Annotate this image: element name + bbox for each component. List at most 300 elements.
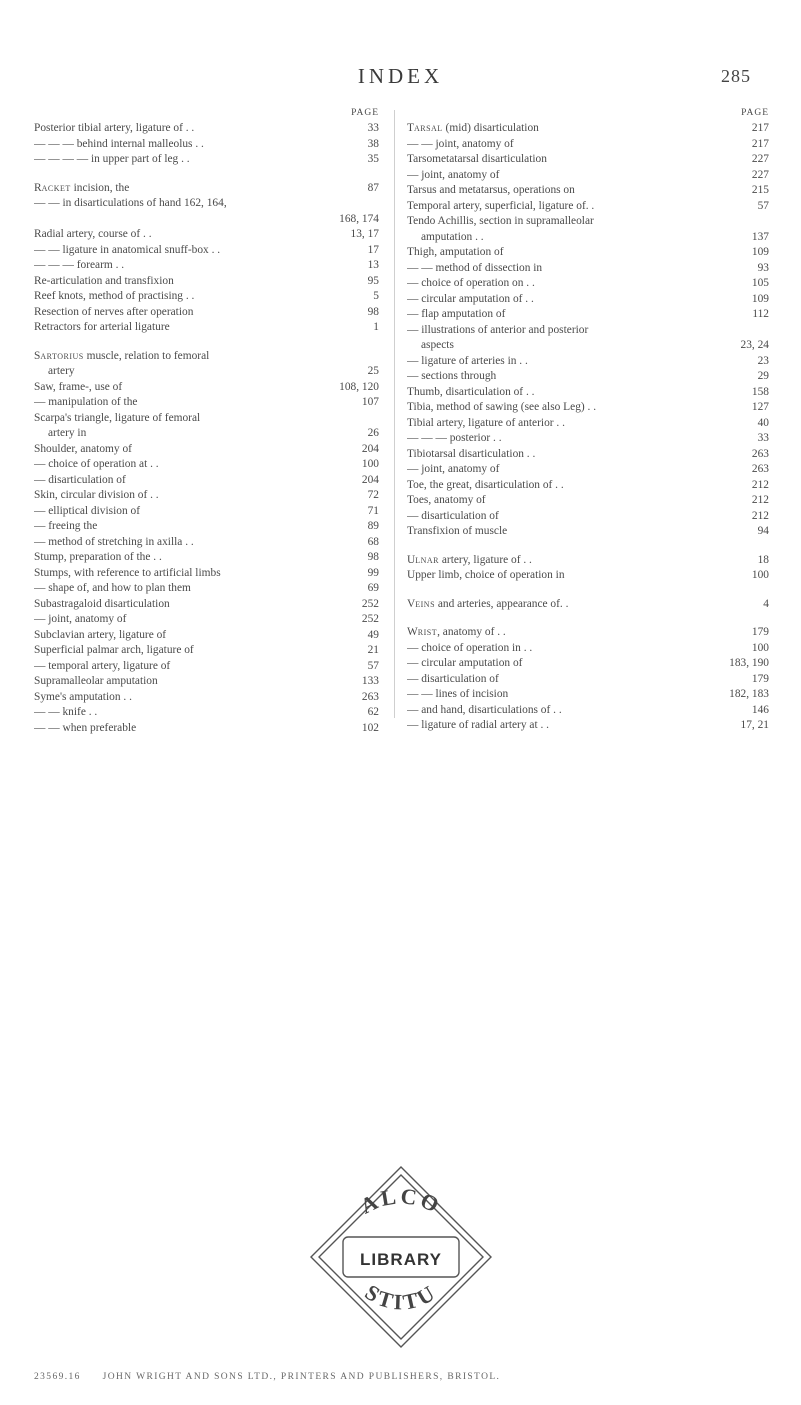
- entry-body: artery in: [48, 427, 87, 439]
- entry-page: 35: [367, 153, 379, 165]
- entry-body: Resection of nerves after operation: [34, 305, 194, 318]
- entry-body: Subclavian artery, ligature of: [34, 628, 167, 641]
- entry-text: [34, 473, 343, 489]
- entry-text: [34, 597, 343, 613]
- entry-page: 21: [367, 644, 379, 656]
- entry-page: 40: [757, 416, 769, 429]
- index-entry: [34, 488, 379, 504]
- entry-text: [407, 553, 733, 569]
- index-entry: [34, 442, 379, 458]
- entry-body: — and hand, disarticulations of . .: [407, 703, 562, 716]
- entry-text: [34, 137, 343, 153]
- entry-text: [407, 369, 733, 385]
- entry-lead-letter: U: [407, 553, 416, 566]
- entry-page: 204: [361, 442, 379, 455]
- entry-body: Posterior tibial artery, ligature of . .: [34, 122, 195, 134]
- entry-body: Tarsometatarsal disarticulation: [407, 153, 547, 165]
- entry-text: [407, 524, 733, 540]
- entry-body: — — lines of incision: [407, 688, 509, 700]
- index-entry: [407, 493, 769, 509]
- entry-page: 263: [751, 463, 769, 475]
- entry-page: 105: [751, 277, 769, 289]
- entry-text: [34, 274, 343, 290]
- entry-page: 5: [373, 290, 379, 302]
- entry-page: 71: [367, 504, 379, 517]
- stamp-bottom-text: STITU: [360, 1279, 442, 1315]
- entry-body: — — — behind internal malleolus . .: [34, 137, 204, 150]
- printer-imprint: JOHN WRIGHT AND SONS LTD., PRINTERS AND PUBLISHERS, BRISTOL.: [102, 1372, 501, 1382]
- index-column-left: [34, 106, 379, 736]
- entry-body: Saw, frame-, use of: [34, 380, 123, 393]
- entry-body: and arteries, appearance of. .: [435, 597, 569, 610]
- entry-body: — disarticulation of: [407, 672, 499, 685]
- entry-page: 127: [751, 401, 769, 413]
- entry-page: 57: [757, 199, 769, 212]
- entry-body: (mid) disarticulation: [442, 122, 539, 134]
- entry-lead-letter: W: [407, 626, 418, 638]
- entry-body: Temporal artery, superficial, ligature of. .: [407, 199, 595, 212]
- entry-body: Skin, circular division of . .: [34, 489, 159, 501]
- index-entry: [407, 703, 769, 719]
- index-entry: [34, 121, 379, 137]
- imprint-footer: [34, 1372, 500, 1382]
- index-entry: [34, 473, 379, 489]
- entry-body: Re-articulation and transfixion: [34, 274, 174, 287]
- entry-text: [407, 718, 733, 734]
- entry-lead-smallcaps: acket: [41, 181, 71, 194]
- entry-page: 98: [367, 305, 379, 318]
- entry-lead-letter: S: [34, 349, 41, 362]
- entry-lead-smallcaps: artorius: [40, 349, 84, 362]
- index-entry: [407, 553, 769, 569]
- entry-text: [407, 385, 733, 401]
- entry-text: [407, 656, 723, 672]
- entry-text: [34, 659, 343, 675]
- group-gap: [407, 612, 769, 625]
- entry-text: [407, 292, 733, 308]
- index-entry: [34, 258, 379, 274]
- entry-page: 38: [367, 137, 379, 150]
- entry-page: 227: [751, 153, 769, 165]
- index-entry: [34, 457, 379, 473]
- entry-page: 133: [361, 675, 379, 687]
- index-entry: [34, 320, 379, 336]
- entry-page: 215: [751, 184, 769, 196]
- entry-body: — choice of operation at . .: [34, 458, 159, 470]
- entry-page: 179: [751, 626, 769, 638]
- entry-body: Tibia, method of sawing (see also Leg) . .: [407, 401, 597, 413]
- entry-text: [407, 509, 733, 525]
- page-column-label: PAGE: [741, 108, 769, 118]
- entry-text: [34, 643, 343, 659]
- entry-page: 263: [361, 690, 379, 703]
- entry-lead-letter: T: [407, 122, 414, 134]
- entry-text: [34, 411, 343, 427]
- index-entry: [34, 550, 379, 566]
- entry-text: [407, 568, 733, 584]
- entry-page: 217: [751, 137, 769, 150]
- entry-text: [34, 535, 343, 551]
- entry-text: [34, 519, 343, 535]
- entry-text: [407, 245, 733, 261]
- index-entry: [407, 245, 769, 261]
- index-entry: [407, 641, 769, 657]
- entry-body: — ligature of radial artery at . .: [407, 719, 550, 731]
- entry-text: [407, 703, 733, 719]
- index-entry: [407, 369, 769, 385]
- entry-body: — — — — in upper part of leg . .: [34, 153, 190, 165]
- page-title: INDEX: [357, 64, 444, 88]
- index-entry: [34, 581, 379, 597]
- entry-page: 179: [751, 672, 769, 685]
- index-entry: [407, 152, 769, 168]
- index-entry: [407, 462, 769, 478]
- entry-text: [407, 431, 733, 447]
- entry-body: amputation . .: [421, 230, 484, 243]
- entry-body: muscle, relation to femoral: [83, 349, 210, 362]
- entry-text: [407, 152, 733, 168]
- index-entry: [407, 385, 769, 401]
- entry-body: — — when preferable: [34, 721, 137, 734]
- index-entry: [407, 168, 769, 184]
- entry-text: [407, 199, 733, 215]
- index-entry: [407, 199, 769, 215]
- entry-text: [34, 566, 343, 582]
- entry-page: 13: [367, 259, 379, 271]
- index-entry: [407, 121, 769, 137]
- entry-body: Retractors for arterial ligature: [34, 321, 170, 333]
- entry-body: Supramalleolar amputation: [34, 675, 158, 687]
- entry-text: [34, 426, 343, 442]
- entry-page: 29: [757, 370, 769, 382]
- entry-lead-smallcaps: eins: [415, 597, 436, 610]
- entry-page: 107: [361, 396, 379, 408]
- group-gap: [407, 584, 769, 597]
- index-entry: [407, 524, 769, 540]
- entry-body: — joint, anatomy of: [407, 168, 500, 181]
- entry-body: — temporal artery, ligature of: [34, 659, 171, 672]
- index-entry: [34, 597, 379, 613]
- page-number: 285: [721, 66, 751, 86]
- entry-text: [407, 137, 733, 153]
- index-column-right: [407, 106, 769, 734]
- index-entry: [34, 643, 379, 659]
- entry-body: Reef knots, method of practising . .: [34, 290, 195, 302]
- index-entry: [34, 566, 379, 582]
- entry-text: [407, 214, 733, 230]
- entry-page: 252: [361, 613, 379, 625]
- entry-text: [407, 687, 723, 703]
- index-entry: [407, 323, 769, 339]
- entry-page: 100: [751, 641, 769, 654]
- entry-page: [733, 214, 769, 230]
- entry-body: Transfixion of muscle: [407, 525, 508, 537]
- entry-body: — choice of operation on . .: [407, 277, 535, 289]
- index-entry: [34, 243, 379, 259]
- index-entry: [407, 718, 769, 734]
- entry-page: 18: [757, 553, 769, 566]
- entry-body: — illustrations of anterior and posterior: [407, 323, 589, 336]
- entry-body: artery: [48, 365, 75, 377]
- index-entry: [34, 289, 379, 305]
- entry-page: 100: [751, 569, 769, 581]
- entry-text: [407, 168, 733, 184]
- entry-body: — — ligature in anatomical snuff-box . .: [34, 243, 221, 256]
- entry-page: 57: [367, 659, 379, 672]
- entry-body: — choice of operation in . .: [407, 641, 533, 654]
- entry-page: 1: [373, 321, 379, 333]
- entry-text: [34, 581, 343, 597]
- index-entry: [34, 674, 379, 690]
- index-entry: [407, 447, 769, 463]
- entry-page: [343, 349, 379, 365]
- entry-body: — — — forearm . .: [34, 259, 125, 271]
- index-entry: [407, 214, 769, 230]
- entry-body: — ligature of arteries in . .: [407, 354, 528, 367]
- index-entry: [407, 183, 769, 199]
- entry-text: [34, 674, 343, 690]
- index-entry: [34, 659, 379, 675]
- index-entry: [407, 292, 769, 308]
- index-entry: [34, 504, 379, 520]
- page-column-label: PAGE: [351, 108, 379, 118]
- index-entry: [34, 181, 379, 197]
- entry-page: 25: [367, 365, 379, 377]
- entry-body: — circular amputation of . .: [407, 292, 534, 305]
- entry-body: Toe, the great, disarticulation of . .: [407, 478, 564, 491]
- entry-lead-smallcaps: arsal: [413, 122, 443, 134]
- index-entry: [407, 656, 769, 672]
- entry-body: — manipulation of the: [34, 396, 138, 408]
- stamp-top-text: ALCO: [356, 1183, 446, 1219]
- entry-page: 227: [751, 168, 769, 181]
- entry-text: [34, 181, 343, 197]
- entry-text: [407, 447, 733, 463]
- entry-text: [34, 243, 343, 259]
- entry-page: 212: [751, 509, 769, 522]
- entry-text: [407, 641, 733, 657]
- index-entry: [34, 152, 379, 168]
- entry-body: — — in disarticulations of hand 162, 164,: [34, 197, 227, 209]
- entry-page: 69: [367, 582, 379, 594]
- entry-lead-letter: V: [407, 597, 416, 610]
- index-entry: [407, 416, 769, 432]
- index-entry: [407, 687, 769, 703]
- entry-page: 93: [757, 261, 769, 274]
- index-entry: [34, 411, 379, 427]
- entry-text: [34, 457, 343, 473]
- entry-page: 49: [367, 628, 379, 641]
- entry-page: 217: [751, 122, 769, 134]
- index-entry: [34, 705, 379, 721]
- entry-body: artery, ligature of . .: [439, 553, 532, 566]
- index-entry: [34, 395, 379, 411]
- entry-text: [34, 349, 343, 365]
- footer-code: 23569.16: [34, 1372, 81, 1382]
- entry-page: [343, 196, 379, 212]
- entry-page: 146: [751, 703, 769, 716]
- entry-body: Stump, preparation of the . .: [34, 551, 162, 563]
- entry-body: — freeing the: [34, 520, 98, 532]
- index-entry: [407, 276, 769, 292]
- index-entry: [407, 230, 769, 246]
- entry-body: — elliptical division of: [34, 504, 140, 517]
- index-entry: [407, 431, 769, 447]
- entry-text: [407, 338, 733, 354]
- entry-text: [407, 354, 733, 370]
- index-entry: [34, 426, 379, 442]
- entry-page: 62: [367, 706, 379, 718]
- group-gap: [34, 168, 379, 181]
- index-entry: [407, 597, 769, 613]
- entry-page: 13, 17: [350, 228, 379, 240]
- entry-lead-smallcaps: lnar: [415, 553, 440, 566]
- index-entry: [34, 519, 379, 535]
- column-divider: [394, 110, 395, 718]
- entry-body: — method of stretching in axilla . .: [34, 535, 194, 548]
- entry-page: 94: [757, 525, 769, 537]
- entry-page: 109: [751, 246, 769, 258]
- index-entry: [407, 672, 769, 688]
- entry-text: [34, 258, 343, 274]
- entry-body: Scarpa's triangle, ligature of femoral: [34, 411, 201, 424]
- entry-body: — — knife . .: [34, 706, 98, 718]
- index-entry: [34, 364, 379, 380]
- entry-page: 252: [361, 597, 379, 610]
- entry-page: [733, 323, 769, 339]
- index-entry: [407, 400, 769, 416]
- entry-text: [407, 276, 733, 292]
- entry-page: 89: [367, 520, 379, 532]
- entry-text: [407, 462, 733, 478]
- entry-page: 95: [367, 274, 379, 287]
- entry-text: [407, 183, 733, 199]
- entry-text: [407, 400, 733, 416]
- entry-body: Upper limb, choice of operation in: [407, 569, 565, 581]
- entry-text: [34, 364, 343, 380]
- index-entry: [407, 625, 769, 641]
- entry-page: 23: [757, 354, 769, 367]
- entry-page: 87: [367, 181, 379, 194]
- entry-page: 158: [751, 385, 769, 398]
- entry-text: [34, 380, 333, 396]
- entry-page: 100: [361, 458, 379, 470]
- group-gap: [34, 336, 379, 349]
- entry-body: — joint, anatomy of: [407, 463, 500, 475]
- entry-body: , anatomy of . .: [437, 626, 506, 638]
- entry-body: incision, the: [70, 181, 130, 194]
- entry-body: — — joint, anatomy of: [407, 137, 514, 150]
- entry-body: — flap amputation of: [407, 308, 506, 320]
- entry-lead-letter: R: [34, 181, 42, 194]
- library-stamp: [303, 1159, 499, 1355]
- entry-text: [34, 690, 343, 706]
- entry-page: 72: [367, 489, 379, 501]
- entry-body: — joint, anatomy of: [34, 613, 127, 625]
- entry-page: 23, 24: [740, 339, 769, 351]
- entry-text: [34, 550, 343, 566]
- index-entry: [407, 509, 769, 525]
- entry-body: Subastragaloid disarticulation: [34, 597, 170, 610]
- index-entry: [34, 212, 379, 228]
- index-entry: [407, 137, 769, 153]
- stamp-center-text: LIBRARY: [360, 1250, 442, 1269]
- entry-text: [34, 628, 343, 644]
- index-entry: [34, 380, 379, 396]
- entry-page: 4: [763, 597, 769, 610]
- index-entry: [407, 261, 769, 277]
- entry-text: [34, 488, 343, 504]
- entry-text: [407, 230, 733, 246]
- entry-page: 108, 120: [339, 380, 379, 393]
- entry-body: Thigh, amputation of: [407, 246, 504, 258]
- entry-page: 183, 190: [729, 657, 769, 669]
- entry-body: — — method of dissection in: [407, 261, 543, 274]
- entry-text: [34, 289, 343, 305]
- entry-body: Radial artery, course of . .: [34, 228, 152, 240]
- index-entry: [34, 690, 379, 706]
- index-entry: [34, 612, 379, 628]
- entry-page: 137: [751, 230, 769, 243]
- entry-body: Tibial artery, ligature of anterior . .: [407, 416, 565, 429]
- entry-body: — shape of, and how to plan them: [34, 582, 191, 594]
- entry-text: [407, 307, 733, 323]
- index-entry: [34, 305, 379, 321]
- entry-body: Superficial palmar arch, ligature of: [34, 644, 194, 656]
- entry-body: Stumps, with reference to artificial limbs: [34, 566, 221, 579]
- group-gap: [407, 540, 769, 553]
- index-entry: [407, 307, 769, 323]
- entry-lead-smallcaps: rist: [417, 626, 438, 638]
- index-entry: [407, 568, 769, 584]
- entry-text: [34, 705, 343, 721]
- entry-page: 33: [367, 122, 379, 134]
- entry-page: 212: [751, 478, 769, 491]
- entry-page: [343, 411, 379, 427]
- entry-text: [407, 625, 733, 641]
- entry-page: 98: [367, 551, 379, 563]
- entry-text: [34, 442, 343, 458]
- index-entry: [407, 338, 769, 354]
- index-entry: [407, 354, 769, 370]
- entry-text: [34, 196, 343, 212]
- entry-page: 68: [367, 535, 379, 548]
- entry-text: [407, 261, 733, 277]
- entry-page: 26: [367, 427, 379, 439]
- entry-body: — disarticulation of: [34, 473, 126, 486]
- index-entry: [34, 227, 379, 243]
- entry-body: Tibiotarsal disarticulation . .: [407, 447, 536, 460]
- index-entry: [34, 628, 379, 644]
- entry-page: 182, 183: [729, 688, 769, 700]
- entry-text: [34, 504, 343, 520]
- entry-page: 99: [367, 566, 379, 579]
- entry-body: — circular amputation of: [407, 657, 523, 669]
- entry-page: 109: [751, 292, 769, 305]
- entry-body: Tendo Achillis, section in supramalleolar: [407, 215, 594, 227]
- entry-body: — sections through: [407, 370, 497, 382]
- entry-text: [407, 672, 733, 688]
- index-entry: [34, 535, 379, 551]
- entry-page: 102: [361, 721, 379, 734]
- entry-body: — disarticulation of: [407, 509, 499, 522]
- index-entry: [34, 721, 379, 737]
- entry-body: aspects: [421, 339, 454, 351]
- index-entry: [34, 137, 379, 153]
- entry-text: [407, 493, 733, 509]
- entry-body: Syme's amputation . .: [34, 690, 132, 703]
- entry-text: [407, 121, 733, 137]
